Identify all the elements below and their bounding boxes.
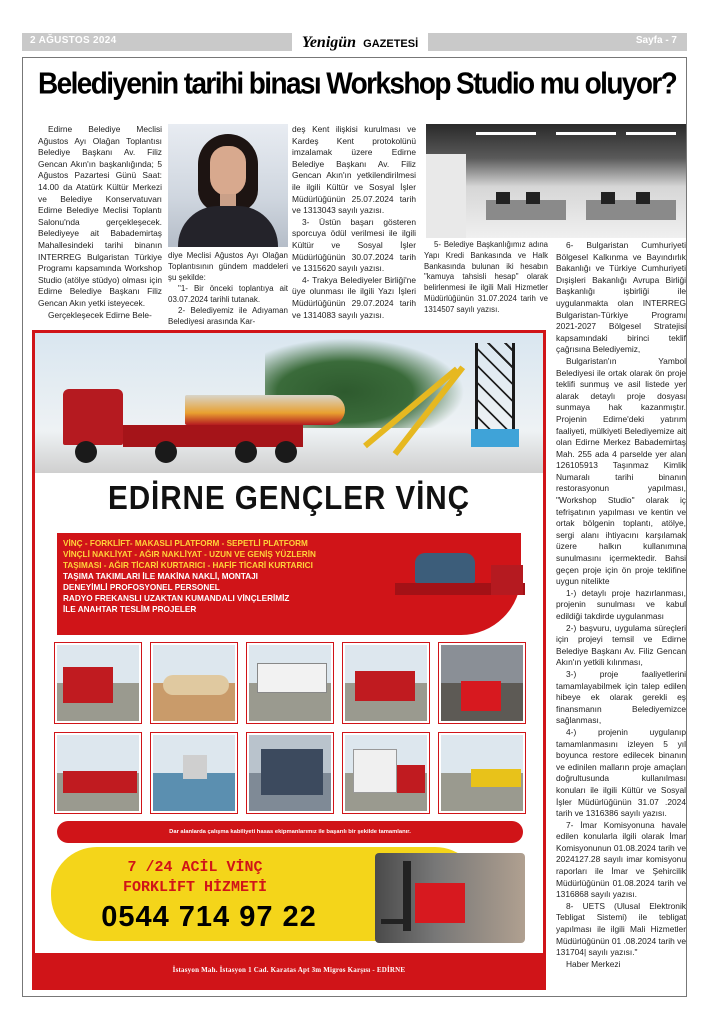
equipment-photo xyxy=(55,733,141,813)
paragraph: 4-) projenin uygulanıp tamamlanmasını izleyen 5 yıl boyunca restore edilecek binanın ve edinilen malların proje amaçları doğrultusunda kullanılması konuları ile ilgili Kültür ve Sosyal İşler Müdürlüğünün 31.07 .2024 tarih ve 1316386 sayılı yazısı. xyxy=(556,726,686,819)
article-column-2 xyxy=(168,250,288,327)
paragraph: 3- Üstün başarı gösteren sporcuya ödül verilmesi ile ilgili Kültür ve Sosyal İşler Müdürlüğünün 30.07.2024 tarih ve 1315620 sayılı yazısı. xyxy=(292,216,416,274)
service-line: RADYO FREKANSLI UZAKTAN KUMANDALI VİNÇLERİMİZ xyxy=(63,593,290,603)
services-list xyxy=(63,539,383,616)
service-line: İLE ANAHTAR TESLİM PROJELER xyxy=(63,604,197,614)
service-line: DENEYİMLİ PROFOSYONEL PERSONEL xyxy=(63,582,220,592)
paragraph: "1- Bir önceki toplantıya ait 03.07.2024 tarihli tutanak. xyxy=(168,284,288,305)
tractor-transport-image xyxy=(395,547,525,607)
equipment-photo xyxy=(439,733,525,813)
service-line: VİNÇ - FORKLİFT- MAKASLI PLATFORM - SEPETLİ PLATFORM xyxy=(63,539,308,548)
equipment-photo xyxy=(55,643,141,723)
equipment-photo xyxy=(343,733,429,813)
issue-date: 2 AĞUSTOS 2024 xyxy=(30,35,117,46)
page-number: Sayfa - 7 xyxy=(635,35,677,46)
article-headline: Belediyenin tarihi binası Workshop Studio mu oluyor? xyxy=(38,66,677,101)
article-column-5 xyxy=(556,240,686,970)
equipment-photo xyxy=(343,643,429,723)
paragraph: 4- Trakya Belediyeler Birliği'ne üye olunması ile ilgili Yazı İşleri Müdürlüğünün 29.07.2024 tarih ve 1314083 sayılı yazısı. xyxy=(292,274,416,320)
paragraph: diye Meclisi Ağustos Ayı Olağan Toplantısının gündem maddeleri şu şekilde: xyxy=(168,251,288,283)
crane-company-advert xyxy=(32,330,546,990)
paragraph: 1-) detaylı proje hazırlanması, projenin sunulması ve kabul edildiği takdirde uygulanması xyxy=(556,587,686,621)
scissor-lift-image xyxy=(475,343,515,433)
truck-image xyxy=(63,389,123,445)
paragraph: 3-) proje faaliyetlerini tamamlayabilmek için talep edilen hibeye ek olarak gerekli eş finansmanın Belediyemizce sağlanması, xyxy=(556,668,686,726)
paragraph: Bulgaristan'ın Yambol Belediyesi ile ortak olarak ön proje teklifi sunmuş ve asil listede yer alarak detaylı proje dosyası sunmaya hak kazanmıştır. Projenin Edirne'deki yatırım faaliyeti, mülkiyeti Belediyemize ait olan Edirne Merkez Babademirtaş Mah. 255 ada 4 parselde yer alan 126105913 Taşınmaz Kimlik Numaralı tarihi binanın restorasyonun yapılması, "Workshop Studio" olarak iç tefrişatının yapılması ve kentin ve ortak bölgenin toplantı, atölye, sergi alanı ihtiyacını karşılamak üzere halkın kullanımına sunulmasını içermektedir. Bahsi geçen proje için ön proje teklifine uygun nitelikte xyxy=(556,355,686,587)
emergency-line-2: FORKLİFT HİZMETİ xyxy=(122,879,268,896)
paragraph: 5- Belediye Başkanlığımız adına Yapı Kredi Bankasında ve Halk Bankasında bulunan iki hesabın "kamuya tahsisli hesap" olarak belirlenmesi ile ilgili Mali Hizmetler Müdürlüğünün 31.07.2024 tarih ve 1314507 sayılı yazısı. xyxy=(424,240,548,314)
advert-tagline: Dar alanlarda çalışma kabiliyeti hasas ekipmanlarımız ile başarılı bir şekilde tamamlanır. xyxy=(57,821,523,843)
paragraph: 6- Bulgaristan Cumhuriyeti Bölgesel Kalkınma ve Bayındırlık Bakanlığı ve Türkiye Cumhuriyeti Dışişleri Bakanlığı Avrupa Birliği Başkanlığı işbirliği ile uygulanmakta olan INTERREG Bulgaristan-Türkiye Programı 2021-2027 Bölgesel Stratejisi kapsamındaki birinci teklif çağrısına Belediyemiz, xyxy=(556,240,686,355)
article-column-4 xyxy=(424,240,548,315)
paragraph: Gerçekleşecek Edirne Bele- xyxy=(48,309,152,320)
equipment-photo xyxy=(151,643,237,723)
newspaper-logo xyxy=(292,29,428,55)
article-column-1 xyxy=(38,124,162,321)
paragraph: deş Kent ilişkisi kurulması ve Kardeş Kent protokolünü imzalamak üzere Edirne Belediye Başkanı Av. Filiz Gencan Akın'ın yetkilendirilmesi ile ilgili Kültür ve Sosyal İşler Müdürlüğünün 25.07.2024 tarih ve 1313043 sayılı yazısı. xyxy=(292,124,416,216)
logo-wordmark: Yenigün xyxy=(301,34,357,51)
paragraph: Edirne Belediye Meclisi Ağustos Ayı Olağan Toplantısı Belediye Başkanı Av. Filiz Gencan Akın'ın başkanlığında; 5 Ağustos Pazartesi Günü Saat: 14.00 da Atatürk Kültür Merkezi ve Belediye Konservatuvarı Edirne Belediye Meclisi Toplantı Salonu'nda gerçekleşecek. Belediyeye ait Babademirtaş Mahallesindeki tarihi binanın INTERREG Bulgaristan Türkiye Programı kapsamında Workshop Studio (atölye stüdyo) olması için Edirne Belediye Başkanı Filiz Gencan Akın yetki isteyecek. xyxy=(38,124,162,308)
emergency-line-1: 7 /24 ACİL VİNÇ xyxy=(127,859,263,876)
mayor-portrait-photo xyxy=(168,124,288,247)
byline: Haber Merkezi xyxy=(566,958,621,969)
service-line: VİNÇLİ NAKLİYAT - AĞIR NAKLİYAT - UZUN VE GENİŞ YÜZLERİN xyxy=(63,549,316,559)
equipment-photo xyxy=(247,733,333,813)
paragraph: 2-) başvuru, uygulama süreçleri için projeyi temsil ve Edirne Belediye Başkanı Av. Filiz Gencan Akın'ın yetkili kılınması, xyxy=(556,622,686,668)
service-line: TAŞIMA TAKIMLARI İLE MAKİNA NAKLİ, MONTAJI xyxy=(63,571,258,581)
equipment-photo xyxy=(247,643,333,723)
advert-brand-name: EDİRNE GENÇLER VİNÇ xyxy=(108,479,470,516)
equipment-photo xyxy=(439,643,525,723)
workshop-studio-photo xyxy=(426,124,686,238)
logo-subtitle: GAZETESİ xyxy=(363,38,419,50)
paragraph: 2- Belediyemiz ile Adıyaman Belediyesi arasında Kar- xyxy=(168,306,288,327)
business-address: İstasyon Mah. İstasyon 1 Cad. Karatas Apt 3m Migros Karşısı - EDİRNE xyxy=(35,953,543,987)
service-line: TAŞIMASI - AĞIR TİCARİ KURTARICI - HAFİF TİCARİ KURTARICI xyxy=(63,560,313,570)
boat-cargo-image xyxy=(185,395,345,425)
forklift-photo xyxy=(375,853,525,943)
phone-number: 0544 714 97 22 xyxy=(101,901,317,933)
article-column-3 xyxy=(292,124,416,321)
equipment-photo xyxy=(151,733,237,813)
paragraph: 7- İmar Komisyonuna havale edilen konularla ilgili olarak İmar Komisyonunun 01.08.2024 tarih ve 2024127.28 sayılı imar komisyonu raporları ile İmar ve Şehircilik Müdürlüğünün 01.08.2024 tarih ve 1316868 sayılı yazısı. xyxy=(556,819,686,900)
paragraph: 8- UETS (Ulusal Elektronik Tebligat Sistemi) ile tebligat yapılması ile ilgili Mali Hizmetler Müdürlüğünün 01 .08.2024 tarih ve 131704| sayılı yazısı." xyxy=(556,900,686,958)
